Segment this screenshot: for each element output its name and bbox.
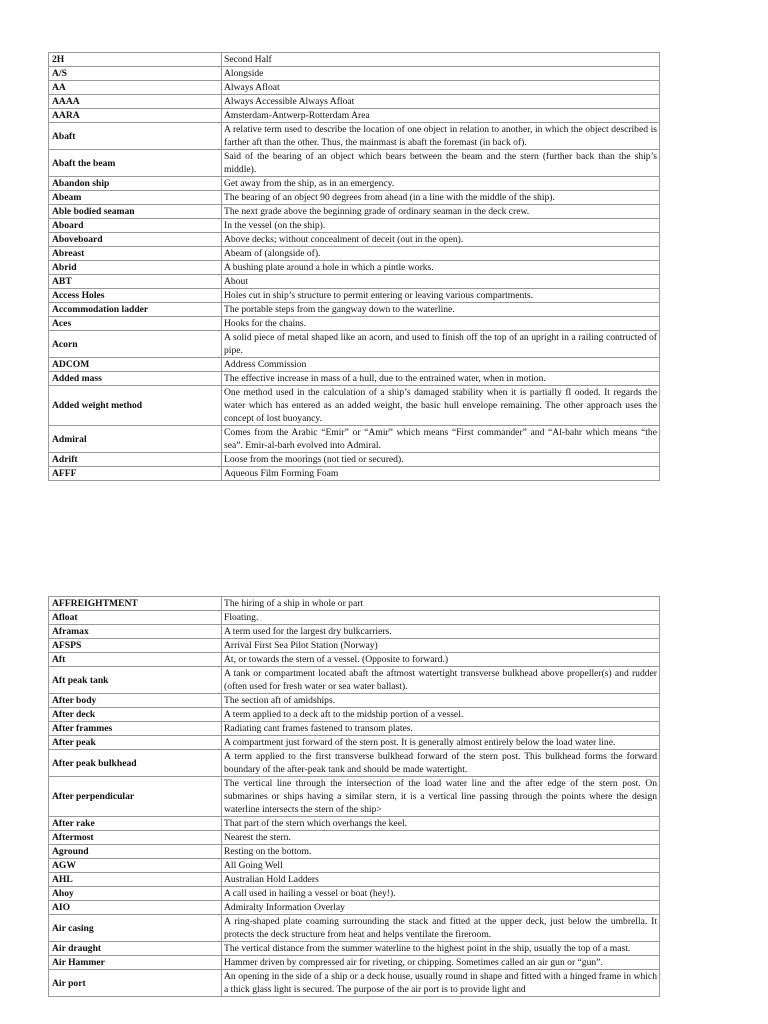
table-row <box>49 625 660 639</box>
table-row <box>49 247 660 261</box>
table-row <box>49 426 660 453</box>
definition-cell: Admiralty Information Overlay <box>222 901 660 915</box>
definition-cell: One method used in the calculation of a ship’s damaged stability when it is partially fl ooded. It regards the water which has entered as an added weight, the basic hull envelope remaining. The other approach uses the concept of lost buoyancy. <box>222 386 660 426</box>
definition-cell: Get away from the ship, as in an emergency. <box>222 177 660 191</box>
table-row <box>49 887 660 901</box>
definition-cell: A term applied to the first transverse bulkhead forward of the stern post. This bulkhead forms the forward boundary of the after-peak tank and should be made watertight. <box>222 750 660 777</box>
table-row <box>49 81 660 95</box>
definition-cell: The vertical distance from the summer waterline to the highest point in the ship, usually the top of a mast. <box>222 942 660 956</box>
term-cell: Air casing <box>49 915 222 942</box>
definition-cell: Said of the bearing of an object which bears between the beam and the stern (further back than the ship’s middle). <box>222 150 660 177</box>
term-cell: Abeam <box>49 191 222 205</box>
table-row <box>49 722 660 736</box>
table-row <box>49 597 660 611</box>
term-cell: Aces <box>49 317 222 331</box>
definition-cell: The bearing of an object 90 degrees from ahead (in a line with the middle of the ship). <box>222 191 660 205</box>
term-cell: Accommodation ladder <box>49 303 222 317</box>
definition-cell: Hooks for the chains. <box>222 317 660 331</box>
glossary-table-2 <box>48 596 660 997</box>
term-cell: Afloat <box>49 611 222 625</box>
definition-cell: A bushing plate around a hole in which a pintle works. <box>222 261 660 275</box>
glossary-table-1-body <box>49 53 660 481</box>
table-row <box>49 109 660 123</box>
term-cell: Aft peak tank <box>49 667 222 694</box>
term-cell: AA <box>49 81 222 95</box>
definition-cell: Always Afloat <box>222 81 660 95</box>
definition-cell: Resting on the bottom. <box>222 845 660 859</box>
definition-cell: Floating. <box>222 611 660 625</box>
definition-cell: A relative term used to describe the location of one object in relation to another, in which the object described is farther aft than the other. Thus, the mainmast is abaft the foremast (in back of). <box>222 123 660 150</box>
term-cell: Abandon ship <box>49 177 222 191</box>
term-cell: Abreast <box>49 247 222 261</box>
term-cell: AGW <box>49 859 222 873</box>
table-row <box>49 95 660 109</box>
term-cell: Added weight method <box>49 386 222 426</box>
definition-cell: The effective increase in mass of a hull, due to the entrained water, when in motion. <box>222 372 660 386</box>
table-row <box>49 817 660 831</box>
table-row <box>49 970 660 997</box>
term-cell: After rake <box>49 817 222 831</box>
definition-cell: Always Accessible Always Afloat <box>222 95 660 109</box>
term-cell: After perpendicular <box>49 777 222 817</box>
term-cell: Adrift <box>49 453 222 467</box>
definition-cell: Alongside <box>222 67 660 81</box>
table-row <box>49 915 660 942</box>
term-cell: Added mass <box>49 372 222 386</box>
definition-cell: All Going Well <box>222 859 660 873</box>
table-row <box>49 386 660 426</box>
table-row <box>49 611 660 625</box>
definition-cell: Nearest the stern. <box>222 831 660 845</box>
table-row <box>49 453 660 467</box>
term-cell: AARA <box>49 109 222 123</box>
table-row <box>49 845 660 859</box>
term-cell: ADCOM <box>49 358 222 372</box>
table-row <box>49 261 660 275</box>
definition-cell: The vertical line through the intersection of the load water line and the after edge of the stern post. On submarines or ships having a similar stern, it is a vertical line passing through the points where the design waterline intersects the stern of the ship> <box>222 777 660 817</box>
definition-cell: A term applied to a deck aft to the midship portion of a vessel. <box>222 708 660 722</box>
term-cell: Acorn <box>49 331 222 358</box>
table-row <box>49 219 660 233</box>
term-cell: After frammes <box>49 722 222 736</box>
table-row <box>49 956 660 970</box>
table-row <box>49 358 660 372</box>
definition-cell: A term used for the largest dry bulkcarriers. <box>222 625 660 639</box>
table-row <box>49 653 660 667</box>
definition-cell: Hammer driven by compressed air for riveting, or chipping. Sometimes called an air gun or “gun”. <box>222 956 660 970</box>
table-row <box>49 831 660 845</box>
table-row <box>49 694 660 708</box>
definition-cell: A call used in hailing a vessel or boat (hey!). <box>222 887 660 901</box>
term-cell: Air draught <box>49 942 222 956</box>
term-cell: AAAA <box>49 95 222 109</box>
table-row <box>49 467 660 481</box>
term-cell: Abaft the beam <box>49 150 222 177</box>
term-cell: Abaft <box>49 123 222 150</box>
term-cell: After body <box>49 694 222 708</box>
definition-cell: A solid piece of metal shaped like an acorn, and used to finish off the top of an upright in a railing contructed of pipe. <box>222 331 660 358</box>
definition-cell: At, or towards the stern of a vessel. (Opposite to forward.) <box>222 653 660 667</box>
table-row <box>49 708 660 722</box>
table-row <box>49 901 660 915</box>
table-row <box>49 303 660 317</box>
term-cell: Abrid <box>49 261 222 275</box>
table-row <box>49 372 660 386</box>
definition-cell: The section aft of amidships. <box>222 694 660 708</box>
definition-cell: Radiating cant frames fastened to transom plates. <box>222 722 660 736</box>
table-row <box>49 750 660 777</box>
definition-cell: About <box>222 275 660 289</box>
term-cell: Aboveboard <box>49 233 222 247</box>
definition-cell: Holes cut in ship’s structure to permit entering or leaving various compartments. <box>222 289 660 303</box>
table-row <box>49 317 660 331</box>
table-row <box>49 275 660 289</box>
table-row <box>49 667 660 694</box>
table-row <box>49 191 660 205</box>
term-cell: Able bodied seaman <box>49 205 222 219</box>
term-cell: After peak bulkhead <box>49 750 222 777</box>
term-cell: AFSPS <box>49 639 222 653</box>
table-row <box>49 331 660 358</box>
table-row <box>49 873 660 887</box>
definition-cell: Loose from the moorings (not tied or secured). <box>222 453 660 467</box>
table-row <box>49 123 660 150</box>
definition-cell: Address Commission <box>222 358 660 372</box>
term-cell: Aftermost <box>49 831 222 845</box>
definition-cell: Abeam of (alongside of). <box>222 247 660 261</box>
table-row <box>49 639 660 653</box>
definition-cell: Amsterdam-Antwerp-Rotterdam Area <box>222 109 660 123</box>
term-cell: After deck <box>49 708 222 722</box>
term-cell: Aground <box>49 845 222 859</box>
definition-cell: An opening in the side of a ship or a deck house, usually round in shape and fitted with a hinged frame in which a thick glass light is secured. The purpose of the air port is to provide light and <box>222 970 660 997</box>
term-cell: AIO <box>49 901 222 915</box>
term-cell: After peak <box>49 736 222 750</box>
definition-cell: Second Half <box>222 53 660 67</box>
term-cell: ABT <box>49 275 222 289</box>
definition-cell: That part of the stern which overhangs the keel. <box>222 817 660 831</box>
table-row <box>49 859 660 873</box>
term-cell: Air port <box>49 970 222 997</box>
definition-cell: A tank or compartment located abaft the aftmost watertight transverse bulkhead above propeller(s) and rudder (often used for fresh water or sea water ballast). <box>222 667 660 694</box>
term-cell: AFFF <box>49 467 222 481</box>
table-row <box>49 150 660 177</box>
term-cell: Ahoy <box>49 887 222 901</box>
term-cell: Aboard <box>49 219 222 233</box>
table-row <box>49 177 660 191</box>
term-cell: AHL <box>49 873 222 887</box>
table-row <box>49 233 660 247</box>
table-row <box>49 53 660 67</box>
glossary-table-1 <box>48 52 660 481</box>
table-row <box>49 205 660 219</box>
term-cell: Access Holes <box>49 289 222 303</box>
definition-cell: The next grade above the beginning grade of ordinary seaman in the deck crew. <box>222 205 660 219</box>
term-cell: 2H <box>49 53 222 67</box>
table-row <box>49 777 660 817</box>
table-row <box>49 67 660 81</box>
definition-cell: A compartment just forward of the stern post. It is generally almost entirely below the load water line. <box>222 736 660 750</box>
term-cell: AFFREIGHTMENT <box>49 597 222 611</box>
glossary-table-2-body <box>49 597 660 997</box>
table-row <box>49 736 660 750</box>
table-row <box>49 942 660 956</box>
term-cell: Admiral <box>49 426 222 453</box>
definition-cell: Aqueous Film Forming Foam <box>222 467 660 481</box>
definition-cell: The hiring of a ship in whole or part <box>222 597 660 611</box>
definition-cell: In the vessel (on the ship). <box>222 219 660 233</box>
definition-cell: A ring-shaped plate coaming surrounding the stack and fitted at the upper deck, just below the umbrella. It protects the deck structure from heat and helps ventilate the fireroom. <box>222 915 660 942</box>
definition-cell: Australian Hold Ladders <box>222 873 660 887</box>
term-cell: Aframax <box>49 625 222 639</box>
definition-cell: Above decks; without concealment of deceit (out in the open). <box>222 233 660 247</box>
definition-cell: Comes from the Arabic “Emir” or “Amir” which means “First commander” and “Al-bahr which means “the sea”. Emir-al-barh evolved into Admiral. <box>222 426 660 453</box>
table-row <box>49 289 660 303</box>
definition-cell: Arrival First Sea Pilot Station (Norway) <box>222 639 660 653</box>
term-cell: A/S <box>49 67 222 81</box>
term-cell: Aft <box>49 653 222 667</box>
definition-cell: The portable steps from the gangway down to the waterline. <box>222 303 660 317</box>
term-cell: Air Hammer <box>49 956 222 970</box>
